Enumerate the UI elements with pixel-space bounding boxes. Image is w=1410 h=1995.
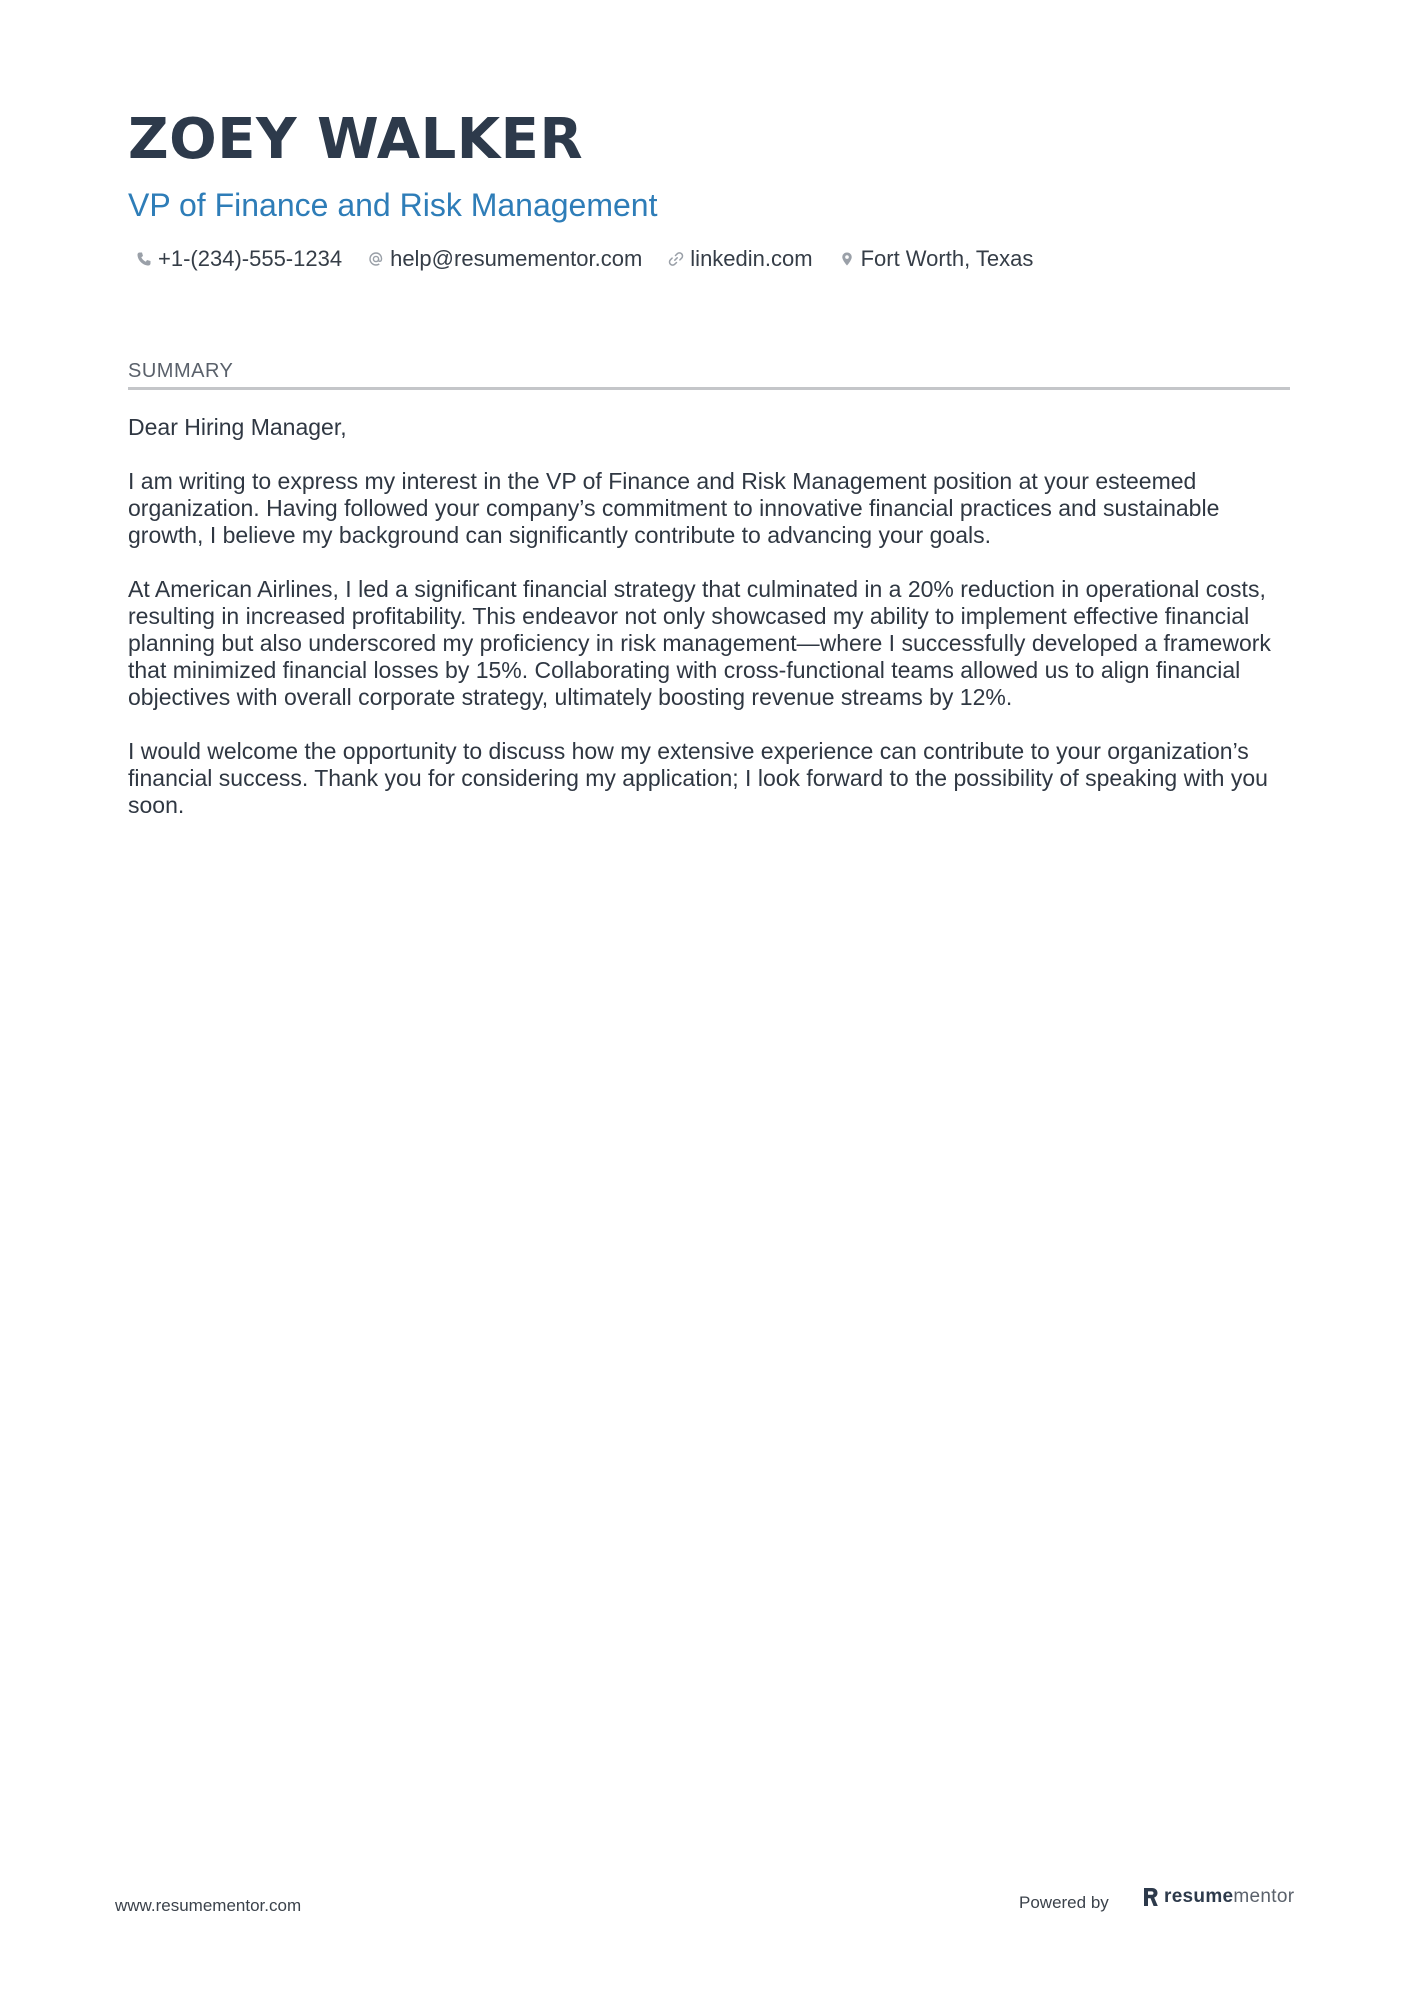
paragraph-experience: At American Airlines, I led a significant financial strategy that culminated in a 20% reduction in operational costs, resulting in increased profitability. This endeavor not only showcased my ability to implement effective financial planning but also underscored my proficiency in risk management—where I successfully developed a framework that minimized financial losses by 15%. Collaborating with cross-functional teams allowed us to align financial objectives with overall corporate strategy, ultimately boosting revenue streams by 12%. xyxy=(128,576,1271,710)
email-text: help@resumementor.com xyxy=(390,246,643,271)
website-text: linkedin.com xyxy=(690,246,813,271)
contact-bar xyxy=(136,246,1033,272)
summary-heading: SUMMARY xyxy=(128,360,1290,390)
footer-website: www.resumementor.com xyxy=(115,1896,302,1915)
contact-website xyxy=(668,246,812,272)
brand-bold: resume xyxy=(1164,1886,1234,1907)
phone-icon xyxy=(136,251,152,267)
location-pin-icon xyxy=(839,251,855,267)
contact-email xyxy=(368,246,642,272)
contact-phone xyxy=(136,246,342,272)
link-icon xyxy=(668,251,684,267)
resumementor-logo-icon xyxy=(1142,1886,1160,1908)
salutation: Dear Hiring Manager, xyxy=(128,414,347,440)
paragraph-closing: I would welcome the opportunity to discuss how my extensive experience can contribute to your organization’s financial success. Thank you for considering my application; I look forward to the possibility of speaking with you soon. xyxy=(128,738,1268,818)
candidate-name: ZOEY WALKER xyxy=(128,107,584,172)
contact-location xyxy=(839,246,1034,272)
location-text: Fort Worth, Texas xyxy=(860,246,1034,271)
resumementor-wordmark xyxy=(1164,1886,1294,1908)
paragraph-intro: I am writing to express my interest in the VP of Finance and Risk Management position at your esteemed organization. Having followed your company’s commitment to innovative financial practices and sustainable growth, I believe my background can significantly contribute to advancing your goals. xyxy=(128,468,1220,548)
resumementor-logo xyxy=(1142,1886,1294,1908)
letter-body xyxy=(128,414,1298,846)
job-title: VP of Finance and Risk Management xyxy=(128,187,658,223)
brand-light: mentor xyxy=(1233,1886,1295,1907)
phone-text: +1-(234)-555-1234 xyxy=(158,246,343,271)
at-icon xyxy=(368,251,384,267)
powered-by-label: Powered by xyxy=(1019,1893,1109,1912)
